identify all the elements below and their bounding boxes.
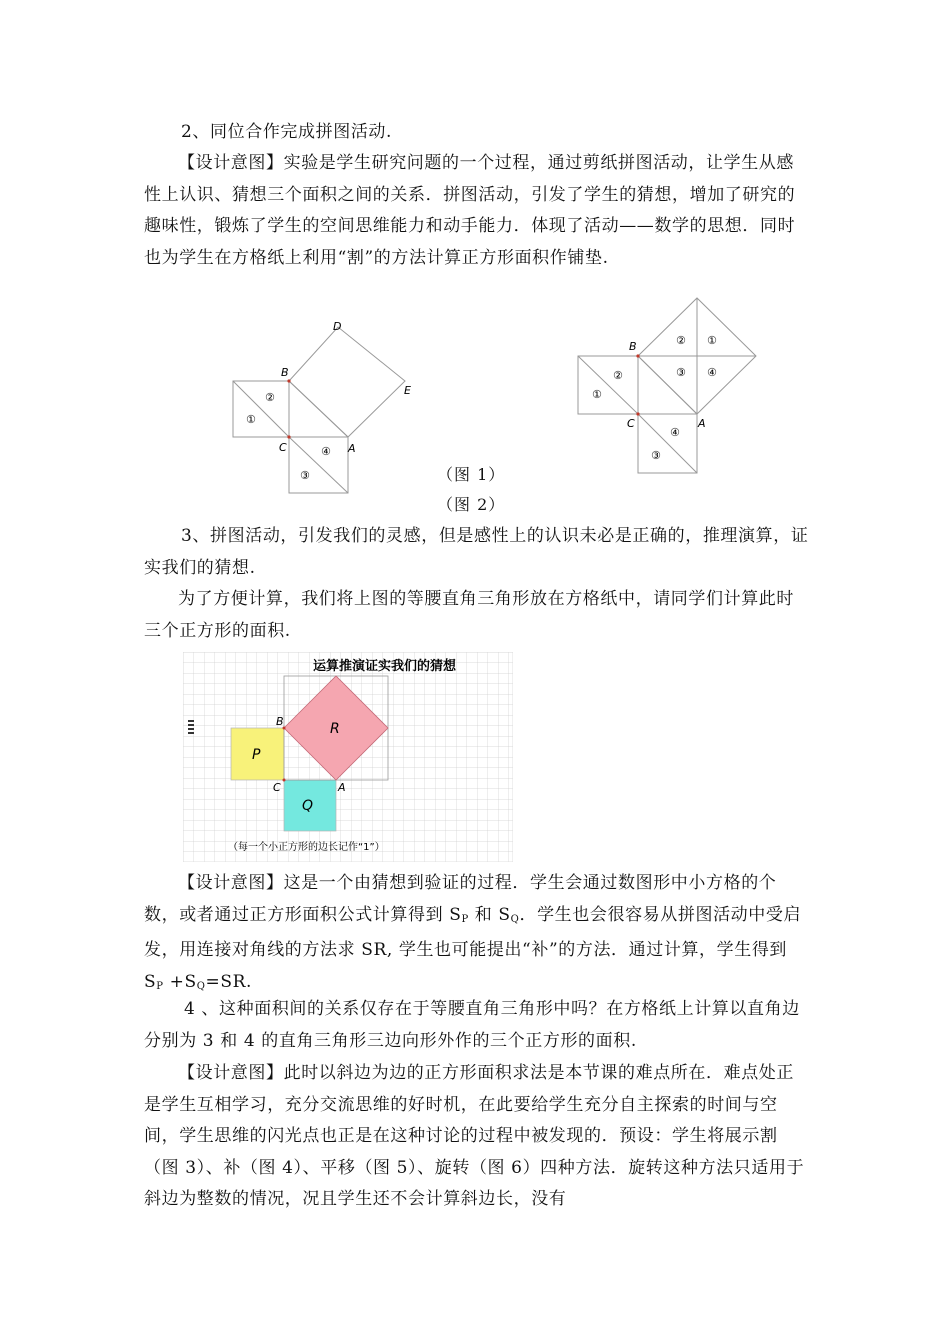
label-a: A (698, 417, 706, 430)
grid-label-r: R (330, 721, 340, 737)
label-e: E (404, 384, 411, 397)
step-3-instruction: 为了方便计算，我们将上图的等腰直角三角形放在方格纸中，请同学们计算此时三个正方形的面积. (144, 589, 794, 641)
grid-figure (183, 652, 513, 862)
grid-label-b: B (276, 715, 284, 728)
piece-2: ② (265, 391, 275, 404)
piece-1-top: ① (707, 334, 717, 347)
label-b: B (281, 366, 289, 379)
step-2-heading: 2、同位合作完成拼图活动. (181, 122, 393, 142)
label-b: B (629, 340, 637, 353)
piece-3: ③ (300, 469, 310, 482)
label-c: C (627, 417, 635, 430)
label-c: C (279, 441, 287, 454)
figure-2 (570, 290, 770, 480)
grid-label-q: Q (302, 798, 314, 814)
figure-1 (225, 315, 425, 500)
label-a: A (348, 442, 356, 455)
figure-1-caption: （图 1） (437, 465, 506, 484)
grid-label-c: C (273, 781, 281, 794)
design-intent-1: 【设计意图】实验是学生研究问题的一个过程，通过剪纸拼图活动，让学生从感性上认识、猜想三个面积之间的关系．拼图活动，引发了学生的猜想，增加了研究的趣味性，锻炼了学生的空间思维能力和动手能力．体现了活动——数学的思想．同时也为学生在方格纸上利用“割”的方法计算正方形面积作铺垫. (144, 153, 796, 268)
piece-3-top: ③ (676, 366, 686, 379)
piece-2-left: ② (613, 369, 623, 382)
step-4-text: 4 、这种面积间的关系仅存在于等腰直角三角形中吗？在方格纸上计算以直角边分别为 3 和 4 的直角三角形三边向形外作的三个正方形的面积. (144, 999, 800, 1051)
grid-label-a: A (338, 781, 346, 794)
design-intent-3: 【设计意图】此时以斜边为边的正方形面积求法是本节课的难点所在．难点处正是学生互相学习，充分交流思维的好时机，在此要给学生充分自主探索的时间与空间，学生思维的闪光点也正是在这种讨论的过程中被发现的．预设：学生将展示割（图 3）、补（图 4）、平移（图 5）、旋转（图 6）四种方法．旋转这种方法只适用于斜边为整数的情况，况且学生还不会计算斜边长，没有 (144, 1063, 805, 1209)
grid-note: （每一个小正方形的边长记作“1”） (228, 842, 385, 853)
label-d: D (333, 320, 342, 333)
piece-4: ④ (321, 445, 331, 458)
piece-2-top: ② (676, 334, 686, 347)
piece-1-left: ① (592, 388, 602, 401)
grid-title: 运算推演证实我们的猜想 (313, 659, 457, 674)
piece-1: ① (246, 413, 256, 426)
piece-4-bottom: ④ (670, 426, 680, 439)
figure-2-caption: （图 2） (437, 495, 506, 514)
step-3-text: 3、拼图活动，引发我们的灵感，但是感性上的认识未必是正确的，推理演算，证实我们的猜想. (144, 526, 809, 578)
grid-label-p: P (252, 747, 261, 763)
design-intent-2: 【设计意图】这是一个由猜想到验证的过程．学生会通过数图形中小方格的个数，或者通过正方形面积公式计算得到 $S_P$ 和 $S_Q$．学生也会很容易从拼图活动中受启发，用连接对角线的方法求 SR, 学生也可能提出“补”的方法．通过计算，学生得到 $S_P +S_Q=SR$. (144, 873, 802, 992)
piece-3-bottom: ③ (651, 449, 661, 462)
piece-4-top: ④ (707, 366, 717, 379)
